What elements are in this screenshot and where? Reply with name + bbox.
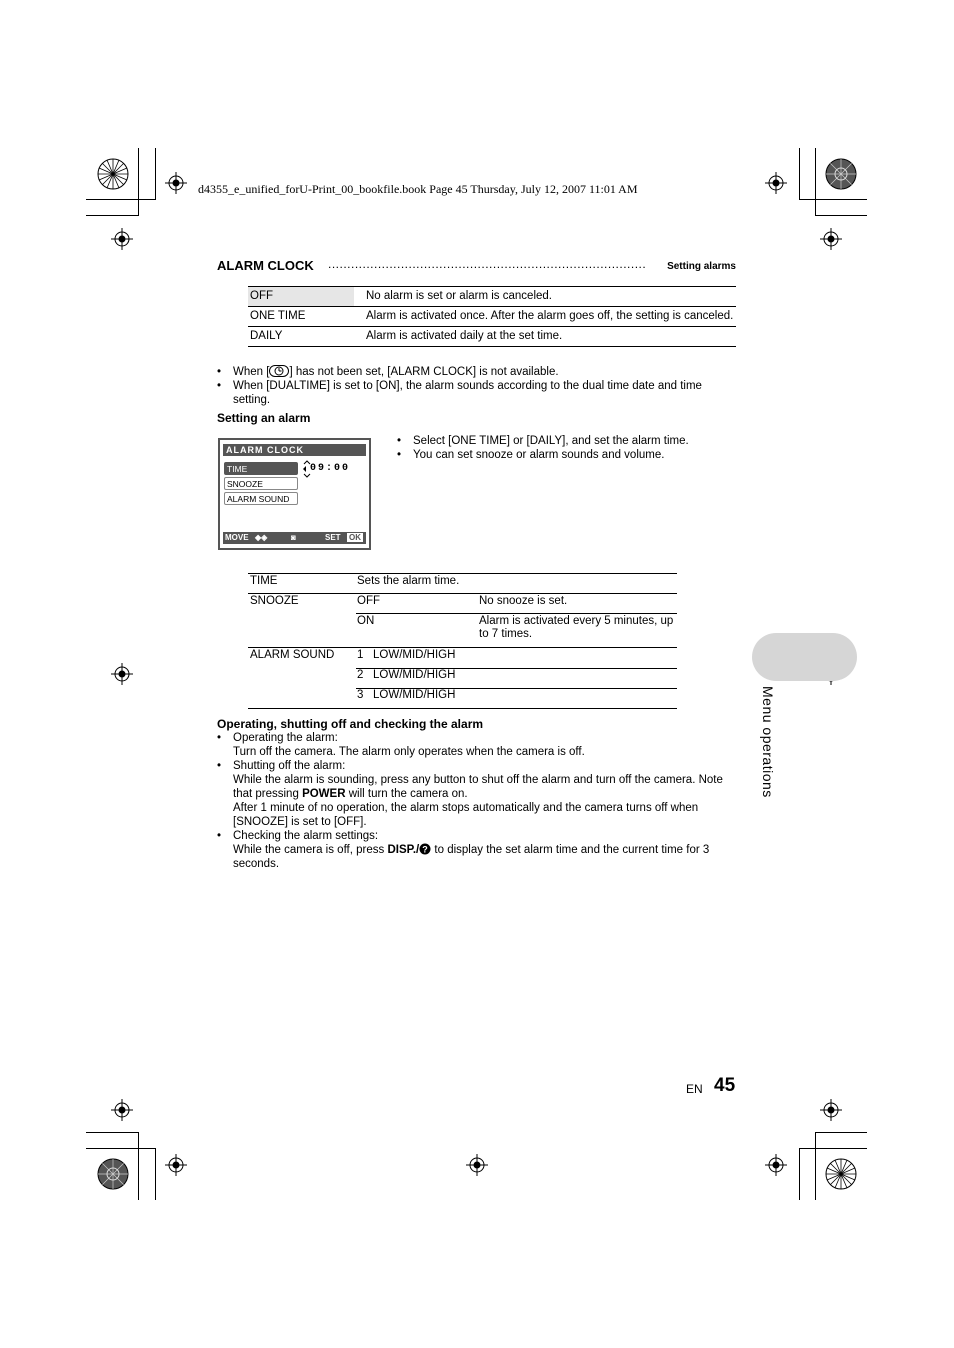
move-arrows-icon: ◆◈ [255, 533, 268, 542]
setting-name: TIME [250, 575, 278, 587]
dial-icon: ◙ [291, 533, 296, 542]
crosshair-icon [820, 1099, 842, 1121]
section-title: ALARM CLOCK [217, 258, 314, 273]
set-label: SET [325, 533, 341, 542]
alarm-time: 09:00 [310, 463, 351, 474]
registration-wheel-icon [97, 158, 129, 190]
screen-header: ALARM CLOCK [223, 444, 366, 456]
section-header [217, 258, 736, 274]
option-desc: No snooze is set. [479, 595, 568, 607]
option-name: LOW/MID/HIGH [373, 669, 456, 681]
setting-desc: Sets the alarm time. [357, 575, 460, 587]
crosshair-icon [765, 172, 787, 194]
crosshair-icon [820, 228, 842, 250]
menu-item-alarm-sound: ALARM SOUND [224, 492, 298, 505]
power-button-label: POWER [302, 788, 346, 800]
setting-name: ALARM SOUND [250, 649, 335, 661]
camera-screen [218, 438, 371, 550]
side-tab-label: Menu operations [760, 686, 776, 798]
screen-footer [223, 532, 366, 544]
alarm-settings-table [248, 573, 677, 709]
operating-list [217, 731, 737, 871]
move-label: MOVE [225, 533, 249, 542]
section-subtitle: Setting alarms [667, 261, 736, 272]
help-icon [419, 843, 431, 855]
alarm-mode-table [248, 286, 736, 347]
clock-icon [269, 365, 289, 377]
setting-list [397, 434, 737, 462]
sound-number: 3 [357, 689, 364, 701]
mode-desc: Alarm is activated once. After the alarm goes off, the setting is canceled. [366, 310, 734, 322]
disp-button-label: DISP./ [387, 844, 420, 856]
option-desc: Alarm is activated every 5 minutes, up to 7 times. [479, 615, 674, 640]
sound-number: 1 [357, 649, 364, 661]
mode-name: OFF [248, 287, 354, 307]
option-name: ON [357, 615, 375, 627]
ok-button-icon: OK [349, 533, 361, 542]
crosshair-icon [765, 1154, 787, 1176]
table-row [248, 307, 736, 327]
page-number: 45 [714, 1075, 736, 1096]
list-item: • You can set snooze or alarm sounds and volume. [397, 448, 737, 462]
setting-heading: Setting an alarm [217, 411, 311, 425]
registration-wheel-icon [97, 1158, 129, 1190]
setting-name: SNOOZE [250, 595, 299, 607]
registration-wheel-icon [825, 1158, 857, 1190]
table-row [248, 327, 736, 347]
notes-list [217, 365, 737, 407]
list-item: • When [DUALTIME] is set to [ON], the alarm sounds according to the dual time date and time setting. [217, 379, 737, 407]
mode-name: ONE TIME [250, 310, 306, 322]
menu-item-time: TIME [224, 462, 298, 475]
list-item: • Operating the alarm: Turn off the camera. The alarm only operates when the camera is off. [217, 731, 737, 759]
crosshair-icon [111, 663, 133, 685]
mode-name: DAILY [250, 330, 283, 342]
menu-item-snooze: SNOOZE [224, 477, 298, 490]
svg-text:?: ? [422, 844, 428, 855]
registration-wheel-icon [825, 158, 857, 190]
dot-leader: ................................................................................... [328, 257, 647, 271]
list-item: • Select [ONE TIME] or [DAILY], and set the alarm time. [397, 434, 737, 448]
table-row [248, 287, 736, 307]
crosshair-icon [111, 1099, 133, 1121]
option-name: LOW/MID/HIGH [373, 649, 456, 661]
list-item: • Checking the alarm settings: While the camera is off, press DISP./ ? to display the set alarm time and the current time for 3 seconds. [217, 829, 737, 871]
side-tab [752, 633, 857, 681]
crosshair-icon [165, 1154, 187, 1176]
crosshair-icon [466, 1154, 488, 1176]
option-name: OFF [357, 595, 380, 607]
mode-desc: Alarm is activated daily at the set time. [366, 330, 563, 342]
mode-desc: No alarm is set or alarm is canceled. [366, 290, 552, 302]
list-item: • Shutting off the alarm: While the alarm is sounding, press any button to shut off the alarm and turn off the camera. Note that pressing POWER will turn the camera on. After 1 minute of no operation, the alarm stops automatically and the camera turns off when [SNOOZE] is set to [OFF]. [217, 759, 737, 829]
language-label: EN [686, 1082, 703, 1096]
print-slug: d4355_e_unified_forU-Print_00_bookfile.book Page 45 Thursday, July 12, 2007 11:01 AM [198, 182, 638, 196]
option-name: LOW/MID/HIGH [373, 689, 456, 701]
operating-heading: Operating, shutting off and checking the alarm [217, 717, 484, 731]
crosshair-icon [111, 228, 133, 250]
list-item: • When [ ] has not been set, [ALARM CLOCK] is not available. [217, 365, 737, 379]
sound-number: 2 [357, 669, 364, 681]
crosshair-icon [165, 172, 187, 194]
